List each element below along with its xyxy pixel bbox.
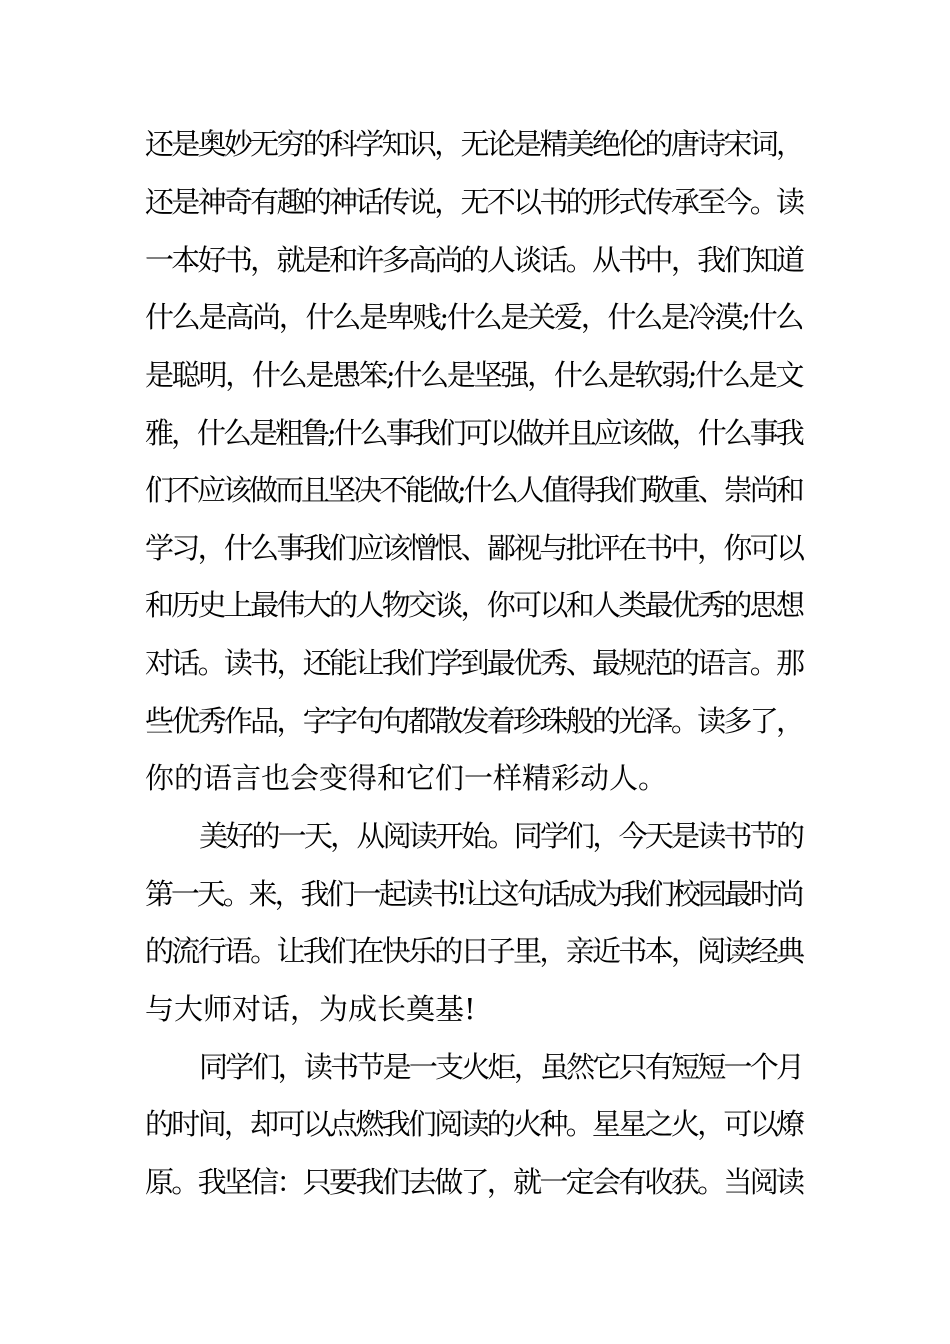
text-line-content: 些优秀作品，字字句句都散发着珍珠般的光泽。读多了， — [145, 704, 803, 738]
text-line — [0, 355, 950, 395]
text-line-content: 你的语言也会变得和它们一样精彩动人。 — [145, 761, 668, 795]
text-line — [0, 470, 950, 510]
text-line-content: 们不应该做而且坚决不能做;什么人值得我们敬重、崇尚和 — [145, 473, 802, 507]
text-line-content: 一本好书，就是和许多高尚的人谈话。从书中，我们知道 — [145, 243, 803, 277]
text-line-content: 雅，什么是粗鲁;什么事我们可以做并且应该做，什么事我 — [145, 416, 802, 450]
text-line-content: 同学们，读书节是一支火炬，虽然它只有短短一个月 — [199, 1050, 803, 1084]
text-line-content: 什么是高尚，什么是卑贱;什么是关爱，什么是冷漠;什么 — [145, 300, 803, 334]
text-line — [0, 701, 950, 741]
text-line — [0, 931, 950, 971]
text-line — [0, 816, 950, 856]
text-line — [0, 585, 950, 625]
text-line — [0, 643, 950, 683]
text-line-content: 原。我坚信：只要我们去做了，就一定会有收获。当阅读 — [145, 1165, 803, 1199]
text-line — [0, 413, 950, 453]
text-line — [0, 1104, 950, 1144]
text-line — [0, 989, 950, 1029]
text-line-content: 还是神奇有趣的神话传说，无不以书的形式传承至今。读 — [145, 185, 803, 219]
text-line-content: 和历史上最伟大的人物交谈，你可以和人类最优秀的思想 — [145, 588, 803, 622]
text-line-content: 学习，什么事我们应该憎恨、鄙视与批评在书中，你可以 — [145, 531, 803, 565]
text-line — [0, 528, 950, 568]
text-line — [0, 758, 950, 798]
text-line-content: 的时间，却可以点燃我们阅读的火种。星星之火，可以燎 — [145, 1107, 803, 1141]
text-line-content: 是聪明，什么是愚笨;什么是坚强，什么是软弱;什么是文 — [145, 358, 803, 392]
text-line-content: 对话。读书，还能让我们学到最优秀、最规范的语言。那 — [145, 646, 803, 680]
text-line-content: 美好的一天，从阅读开始。同学们，今天是读书节的 — [199, 819, 803, 853]
text-line — [0, 1162, 950, 1202]
text-line-content: 还是奥妙无穷的科学知识，无论是精美绝伦的唐诗宋词， — [145, 127, 803, 161]
text-line — [0, 874, 950, 914]
text-line-content: 与大师对话，为成长奠基! — [145, 992, 476, 1026]
text-line — [0, 240, 950, 280]
text-line — [0, 1047, 950, 1087]
text-line — [0, 297, 950, 337]
text-line — [0, 182, 950, 222]
text-line-content: 的流行语。让我们在快乐的日子里，亲近书本，阅读经典 — [145, 934, 803, 968]
text-line-content: 第一天。来，我们一起读书!让这句话成为我们校园最时尚 — [145, 877, 802, 911]
text-line — [0, 124, 950, 164]
